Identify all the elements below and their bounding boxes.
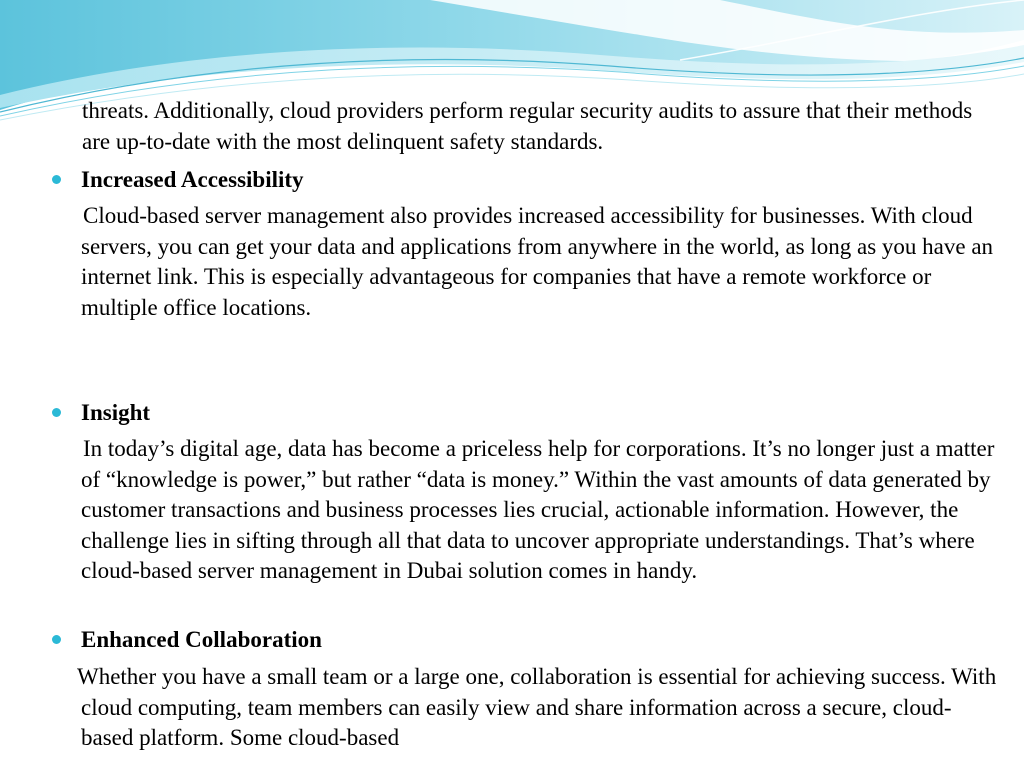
section-body-accessibility: Cloud-based server management also provides increased accessibility for businesses. With cloud servers, you can get your data and applications from anywhere in the world, as long as you have an internet link. This is especially advantageous for companies that have a remote workforce or multiple office locations. bbox=[81, 203, 994, 320]
section-heading-collaboration: Enhanced Collaboration bbox=[81, 627, 322, 652]
section-body-collaboration: Whether you have a small team or a large one, collaboration is essential for achieving success. With cloud computing, team members can easily view and share information across a secure, cloud-based platform. Some cloud-based bbox=[77, 664, 997, 751]
intro-paragraph: threats. Additionally, cloud providers perform regular security audits to assure that their methods are up-to-date with the most delinquent safety standards. bbox=[82, 98, 973, 154]
bullet-icon bbox=[52, 635, 61, 644]
section-body-insight: In today’s digital age, data has become a priceless help for corporations. It’s no longer just a matter of “knowledge is power,” but rather “data is money.” Within the vast amounts of data generated by customer transactions and business processes lies crucial, actionable information. However, the challenge lies in sifting through all that data to uncover appropriate understandings. That’s where cloud-based server management in Dubai solution comes in handy. bbox=[81, 436, 995, 584]
section-heading-accessibility: Increased Accessibility bbox=[81, 167, 304, 192]
bullet-icon bbox=[52, 408, 61, 417]
section-heading-insight: Insight bbox=[81, 400, 151, 425]
bullet-icon bbox=[52, 175, 61, 184]
